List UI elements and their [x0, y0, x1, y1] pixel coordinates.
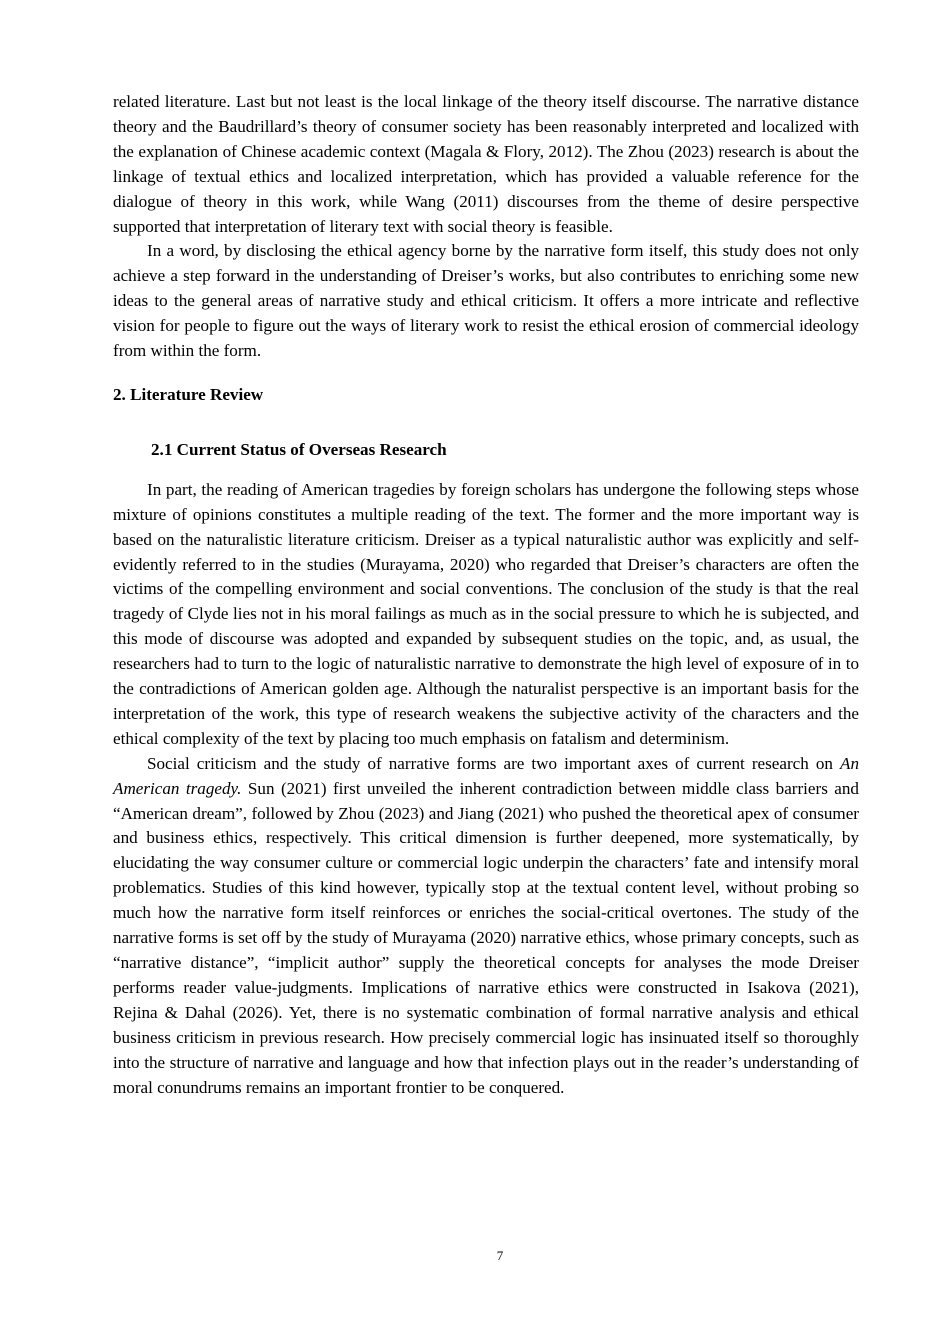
paragraph-overseas-research: In part, the reading of American tragedies by foreign scholars has undergone the following steps whose mixture of opinions constitutes a multiple reading of the text. The former and the more important way is based on the naturalistic literature criticism. Dreiser as a typical naturalistic author was explicitly and self-evidently referred to in the studies (Murayama, 2020) who regarded that Dreiser’s characters are often the victims of the compelling environment and social conventions. The conclusion of the study is that the real tragedy of Clyde lies not in his moral failings as much as in the social pressure to which he is subjected, and this mode of discourse was adopted and expanded by subsequent studies on the topic, and, as usual, the researchers had to turn to the logic of naturalistic narrative to demonstrate the high level of exposure of in to the contradictions of American golden age. Although the naturalist perspective is an important basis for the interpretation of the work, this type of research weakens the subjective activity of the characters and the ethical complexity of the text by placing too much emphasis on fatalism and determinism.: [113, 479, 859, 748]
paragraph-text-start: Social criticism and the study of narrative forms are two important axes of current research on: [147, 753, 840, 773]
subsection-heading: 2.1 Current Status of Overseas Research: [151, 439, 447, 459]
paragraph-text-end: Sun (2021) first unveiled the inherent contradiction between middle class barriers and “American dream”, followed by Zhou (2023) and Jiang (2021) who pushed the theoretical apex of consumer and business ethics, respectively. This critical dimension is further deepened, more systematically, by elucidating the way consumer culture or commercial logic underpin the characters’ fate and intensify moral problematics. Studies of this kind however, typically stop at the textual content level, without probing so much how the narrative form itself reinforces or enriches the social-critical overtones. The study of the narrative forms is set off by the study of Murayama (2020) narrative ethics, whose primary concepts, such as “narrative distance”, “implicit author” supply the theoretical concepts for analyses the mode Dreiser performs reader value-judgments. Implications of narrative ethics were constructed in Isakova (2021), Rejina & Dahal (2026). Yet, there is no systematic combination of formal narrative analysis and ethical business criticism in previous research. How precisely commercial logic has insinuated itself so thoroughly into the structure of narrative and language and how that infection plays out in the reader’s understanding of moral conundrums remains an important frontier to be conquered.: [113, 778, 859, 1097]
paragraph-social-criticism: [113, 752, 859, 1101]
section-heading: 2. Literature Review: [113, 384, 264, 404]
paragraph-conclusion: In a word, by disclosing the ethical agency borne by the narrative form itself, this study does not only achieve a step forward in the understanding of Dreiser’s works, but also contributes to enriching some new ideas to the general areas of narrative study and ethical criticism. It offers a more intricate and reflective vision for people to figure out the ways of literary work to resist the ethical erosion of commercial ideology from within the form.: [113, 241, 859, 361]
paragraph-continuation: related literature. Last but not least is the local linkage of the theory itself discourse. The narrative distance theory and the Baudrillard’s theory of consumer society has been reasonably interpreted and localized with the explanation of Chinese academic context (Magala & Flory, 2012). The Zhou (2023) research is about the linkage of textual ethics and localized interpretation, which has provided a valuable reference for the dialogue of theory in this work, while Wang (2011) discourses from the theme of desire perspective supported that interpretation of literary text with social theory is feasible.: [113, 92, 859, 236]
page-body: [113, 90, 859, 1100]
book-title-italic: An American tragedy.: [113, 753, 859, 798]
page-number: 7: [496, 1248, 504, 1263]
